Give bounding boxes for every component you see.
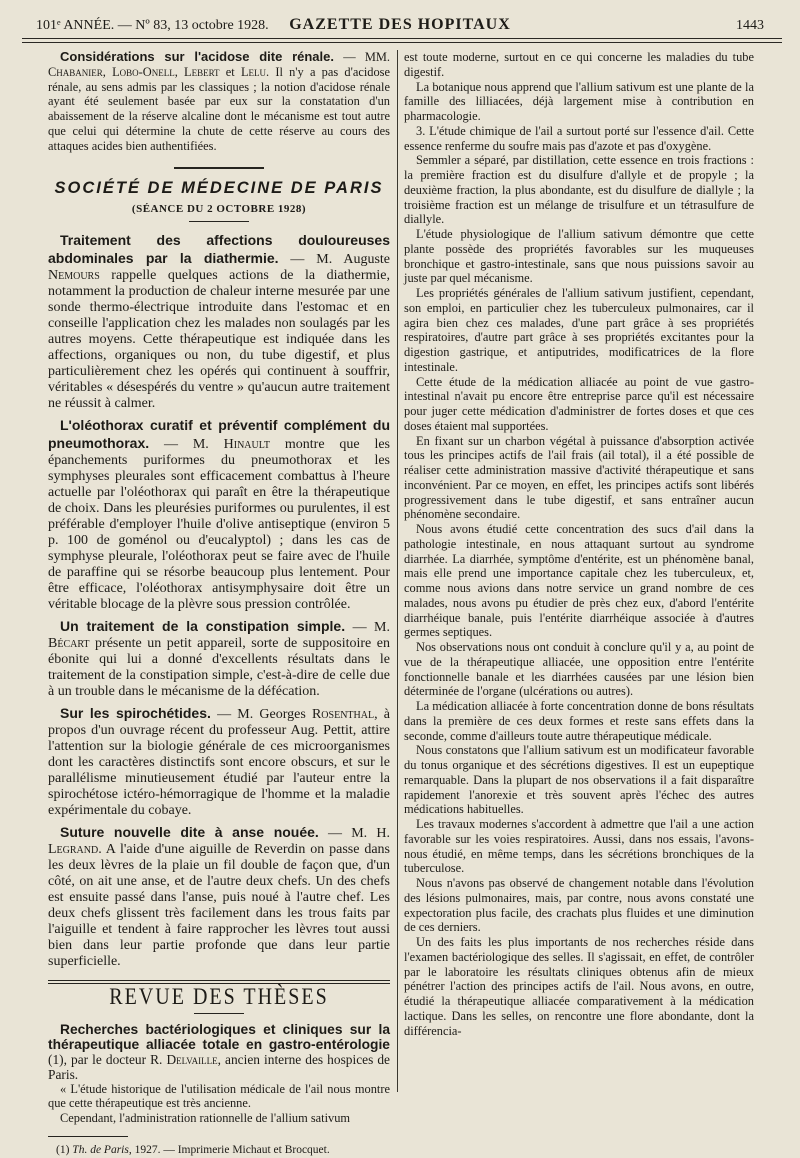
page-number: 1443 xyxy=(736,18,764,33)
paragraph: 3. L'étude chimique de l'ail a surtout porté sur l'essence d'ail. Cette essence renferme du soufre mais pas d'azote et pas d'oxygène. xyxy=(404,123,754,153)
page-header xyxy=(0,10,800,40)
society-title: SOCIÉTÉ DE MÉDECINE DE PARIS xyxy=(54,179,384,198)
journal-title: GAZETTE DES HOPITAUX xyxy=(289,16,511,33)
revue-title: REVUE DES THÈSES xyxy=(109,984,329,1010)
paragraph: Nous n'avons pas observé de changement notable dans l'évolution des lésions pulmonaires, mais, par contre, nous avons constaté une expectoration plus facile, des crachats plus fluides et une diminution de ces derniers. xyxy=(404,876,754,935)
paragraph: L'étude physiologique de l'allium sativum démontre que cette plante possède des propriétés favorables sur les muqueuses bronchique et gastro-intestinale, sans que nous puissions savoir au juste par quel mécanisme. xyxy=(404,227,754,286)
paragraph: En fixant sur un charbon végétal à puissance d'absorption activée tous les principes actifs de l'ail frais (ail total), il a été possible de réaliser cette administration massive d'activité thérapeutique et sans inconvénient. Par ce moyen, en effet, les principes actifs sont libérés progressivement dans le tube digestif, et sans entraîner aucun phénomène secondaire. xyxy=(404,433,754,522)
paragraph: Les travaux modernes s'accordent à admettre que l'ail a une action favorable sur les voies respiratoires. Aussi, dans nos essais, l'avons-nous étudié, en même temps, dans les sécrétions bronchiques de la tuberculose. xyxy=(404,817,754,876)
paragraph: Un des faits les plus importants de nos recherches réside dans l'examen bactériologique des selles. Il s'agissait, en effet, de contrôler par le laboratoire les résultats cliniques obtenus afin de mieux pénétrer l'action des principes actifs de l'ail. Nous avons, en outre, étudié la thérapeutique alliacée comparativement à la médication lactique. Dans les selles, on rencontre une flore abondante, dont la différencia- xyxy=(404,935,754,1038)
article-diathermie: Traitement des affections douloureuses abdominales par la diathermie. — M. Auguste Nemours rappelle quelques actions de la diathermie, notamment la production de chaleur interne mesurée par une sonde thermo-électrique introduite dans l'estomac et en conseille l'application chez les malades non soulagés par les autres moyens. Cette thérapeutique est indiquée dans les affections, organiques ou non, du tube digestif, et plus particulièrement chez les opérés qui continuent à souffrir, véritables « désespérés du ventre » qu'aucun autre traitement ne réussit à calmer. xyxy=(48,231,390,411)
section-double-rule xyxy=(48,980,390,984)
header-rule xyxy=(22,38,782,39)
right-column xyxy=(404,50,754,1092)
paragraph: est toute moderne, surtout en ce qui concerne les maladies du tube digestif. xyxy=(404,50,754,79)
header-rule-2 xyxy=(22,42,782,43)
paragraph: Nos observations nous ont conduit à conclure qu'il y a, au point de vue de la thérapeutique alliacée, une opposition entre l'entérite fonctionnelle banale et les diarrhées causées par une lésion bien déterminée de l'organe (ulcérations ou autres). xyxy=(404,640,754,699)
session-date: (SÉANCE DU 2 OCTOBRE 1928) xyxy=(131,203,307,215)
paragraph: La médication alliacée à forte concentration donne de bons résultats dans la première de ces deux formes et reste sans effets dans la seconde, comme d'ailleurs toute autre thérapeutique médicale. xyxy=(404,699,754,743)
article-oleothorax: L'oléothorax curatif et préventif complément du pneumothorax. — M. Hinault montre que les épanchements puriformes du pneumothorax et les symphyses pleurales sont efficacement combattus à l'heure actuelle par l'oléothorax qui paraît en être la thérapeutique de choix. Dans les pleurésies puriformes ou purulentes, il est préférable d'employer l'huile d'olive antiseptique (environ 5 p. 100 de goménol ou d'eucalyptol) ; dans les cas de symphyse pleurale, l'oléothorax peut se faire avec de l'huile de paraffine qui se résorbe beaucoup plus lentement. Pour être efficace, l'oléothorax antisymphysaire doit être un véritable blocage de la plèvre sous pression contrôlée. xyxy=(48,416,390,612)
paragraph: La botanique nous apprend que l'allium sativum est une plante de la famille des lilliacées, déjà largement mise à contribution en pharmacologie. xyxy=(404,79,754,123)
paragraph: Nous avons étudié cette concentration des sucs d'ail dans la pathologie intestinale, en nous attaquant surtout au syndrome diarrhée. La diarrhée, symptôme d'entérite, est un phénomène banal, mais elle prend une importance capitale chez les tuberculeux, et, comme nous avions dans notre service un grand nombre de ces malades, nous avons pu étudier de près chez eux, d'abord l'entérite diarrhéique banale, puis l'entérite diarrhéique associée à d'autres germes septiques. xyxy=(404,522,754,640)
article-suture: Suture nouvelle dite à anse nouée. — M. H. Legrand. A l'aide d'une aiguille de Reverdin on passe dans les deux lèvres de la plaie un fil double de façon que, d'un côté, on ait une anse, et de l'autre deux chefs. Un des chefs est ensuite passé dans l'anse, puis noué à l'autre chef. Les deux chefs glissent très facilement dans les trous faits par l'aiguille et tendent à faire rapprocher les lèvres tout aussi bien dans leur partie profonde que dans leur partie superficielle. xyxy=(48,823,390,969)
recherches-paragraph-1: « L'étude historique de l'utilisation médicale de l'ail nous montre que cette thérapeutique est très ancienne. xyxy=(48,1081,390,1111)
paragraph: Nous constatons que l'allium sativum est un modificateur favorable du tonus organique et des sécrétions digestives. Il est un eupeptique remarquable. Dans la plupart de nos observations il a fait disparaître rapidement l'anorexie et très souvent après l'échec des autres médications habituelles. xyxy=(404,743,754,817)
footnote-rule xyxy=(48,1136,128,1137)
article-spirochetides: Sur les spirochétides. — M. Georges Rosenthal, à propos d'un ouvrage récent du professeur Aug. Pettit, attire l'attention sur la biologie générale de ces microorganismes dont les caractères distinctifs sont encore obscurs, et sur le parallélisme minutieusement étudié par l'auteur entre la spirochétose ictéro-hémorragique de l'homme et la maladie expérimentale du cobaye. xyxy=(48,704,390,818)
paragraph: Semmler a séparé, par distillation, cette essence en trois fractions : la première fraction est du disulfure d'allyle et de propyle ; la deuxième fraction, la plus abondante, est du disulfure de diallyle ; la troisième fraction est un mélange de trisulfure et un tétrasulfure de diallyle. xyxy=(404,153,754,227)
recherches-paragraph-2: Cependant, l'administration rationnelle de l'allium sativum xyxy=(60,1111,351,1125)
issue-info: 101ᵉ ANNÉE. — Nº 83, 13 octobre 1928. xyxy=(36,18,269,33)
revue-rule xyxy=(194,1013,244,1014)
section-rule-thin xyxy=(189,221,249,222)
paragraph: Les propriétés générales de l'allium sativum justifient, cependant, son emploi, en particulier chez les tuberculeux pulmonaires, car il agira bien chez ces malades, d'une part grâce à ses propriétés respiratoires, d'autre part grâce à ses propriétés excitantes pour la digestion gastrique, et antiputrides, modificatrices de la flore intestinale. xyxy=(404,286,754,374)
article-acidose: Considérations sur l'acidose dite rénale. — MM. Chabanier, Lobo-Onell, Lebert et Lelu. Il n'y a pas d'acidose rénale, au sens admis par les classiques ; la notion d'acidose rénale ayant été seulement basée par eux sur la constatation d'un abaissement de la réserve alcaline dont le mécanisme est tout autre que celui qui détermine la chute de cette réserve au cours des attaques acides bien authentifiées. xyxy=(48,49,390,153)
section-rule xyxy=(174,167,264,169)
footnote: (1) Th. de Paris, 1927. — Imprimerie Michaut et Brocquet. xyxy=(56,1143,330,1156)
left-column xyxy=(48,49,390,1156)
article-constipation: Un traitement de la constipation simple. — M. Bécart présente un petit appareil, sorte de suppositoire en ébonite qui lui a donné d'excellents résultats dans le traitement de la constipation simple, c'est-à-dire de celle due à un trouble dans le mécanisme de la défécation. xyxy=(48,617,390,699)
article-recherches: Recherches bactériologiques et cliniques sur la thérapeutique alliacée totale en gastro-entérologie (1), par le docteur R. Delvaille, ancien interne des hospices de Paris. xyxy=(48,1021,390,1082)
paragraph: Cette étude de la médication alliacée au point de vue gastro-intestinal n'avait pu encore être entreprise parce qu'il est nécessaire pour juger cette médication d'administrer de fortes doses et que ces doses étaient mal supportées. xyxy=(404,374,754,433)
column-divider xyxy=(397,50,398,1092)
